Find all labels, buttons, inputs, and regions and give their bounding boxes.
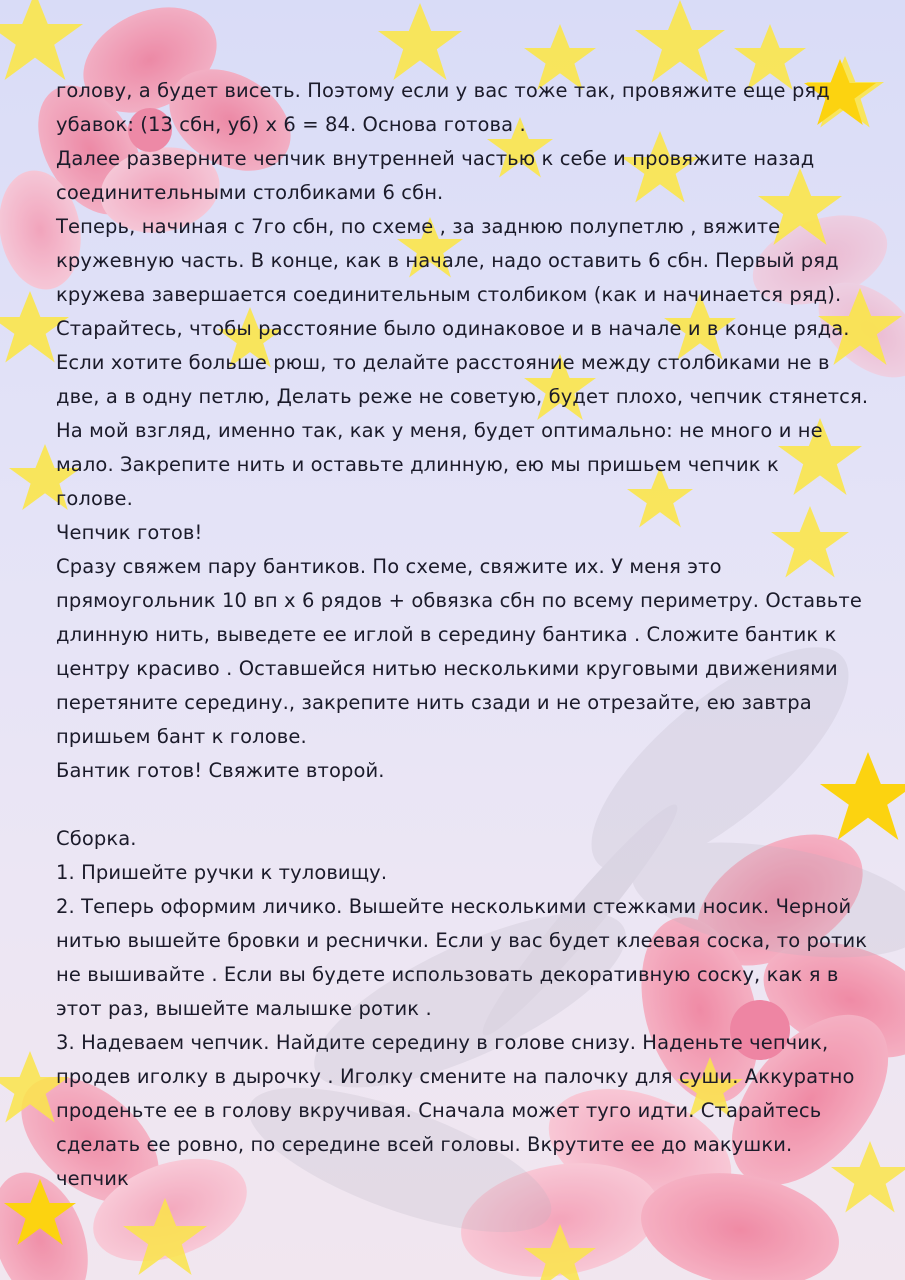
step-item: 3. Надеваем чепчик. Найдите середину в голове снизу. Наденьте чепчик, — [56, 1031, 829, 1054]
text-line: нитью вышейте бровки и реснички. Если у вас будет клеевая соска, то ротик — [56, 929, 868, 952]
section-heading: Сборка. — [56, 827, 137, 850]
text-line: кружева завершается соединительным столбиком (как и начинается ряд). — [56, 283, 842, 306]
text-line: продев иголку в дырочку . Иголку смените на палочку для суши. Аккуратно — [56, 1065, 855, 1088]
text-line: этот раз, вышейте малышке ротик . — [56, 997, 432, 1020]
text-line: Если хотите больше рюш, то делайте расстояние между столбиками не в — [56, 351, 830, 374]
text-line: сделать ее ровно, по середине всей головы. Вкрутите ее до макушки. — [56, 1133, 793, 1156]
text-line: голове. — [56, 487, 133, 510]
text-line: чепчик — [56, 1167, 129, 1190]
step-item: 2. Теперь оформим личико. Вышейте несколькими стежками носик. Черной — [56, 895, 852, 918]
text-line: не вышивайте . Если вы будете использовать декоративную соску, как я в — [56, 963, 839, 986]
text-line: проденьте ее в голову вкручивая. Сначала может туго идти. Старайтесь — [56, 1099, 822, 1122]
text-line: Бантик готов! Свяжите второй. — [56, 759, 385, 782]
text-line: Далее разверните чепчик внутренней частью к себе и провяжите назад — [56, 147, 815, 170]
star-icon — [378, 3, 462, 80]
text-line: соединительными столбиками 6 сбн. — [56, 181, 444, 204]
text-line: центру красиво . Оставшейся нитью несколькими круговыми движениями — [56, 657, 838, 680]
step-item: 1. Пришейте ручки к туловищу. — [56, 861, 388, 884]
section-heading: Чепчик готов! — [56, 521, 203, 544]
text-line: Сразу свяжем пару бантиков. По схеме, свяжите их. У меня это — [56, 555, 722, 578]
star-icon — [0, 0, 83, 80]
document-body — [56, 74, 869, 1196]
text-line: Старайтесь, чтобы расстояние было одинаковое и в начале и в конце ряда. — [56, 317, 850, 340]
text-line: две, а в одну петлю, Делать реже не советую, будет плохо, чепчик стянется. — [56, 385, 869, 408]
blank-line — [56, 788, 866, 822]
text-line: На мой взгляд, именно так, как у меня, будет оптимально: не много и не — [56, 419, 823, 442]
text-line: убавок: (13 сбн, уб) х 6 = 84. Основа готова . — [56, 113, 526, 136]
text-line: мало. Закрепите нить и оставьте длинную, ею мы пришьем чепчик к — [56, 453, 779, 476]
text-line: пришьем бант к голове. — [56, 725, 307, 748]
star-icon — [635, 0, 725, 83]
text-line: голову, а будет висеть. Поэтому если у вас тоже так, провяжите еще ряд — [56, 79, 830, 102]
text-line: Теперь, начиная с 7го сбн, по схеме , за заднюю полупетлю , вяжите — [56, 215, 781, 238]
text-line: кружевную часть. В конце, как в начале, надо оставить 6 сбн. Первый ряд — [56, 249, 839, 272]
text-line: прямоугольник 10 вп х 6 рядов + обвязка сбн по всему периметру. Оставьте — [56, 589, 862, 612]
text-line: перетяните середину., закрепите нить сзади и не отрезайте, ею завтра — [56, 691, 812, 714]
text-line: длинную нить, выведете ее иглой в середину бантика . Сложите бантик к — [56, 623, 837, 646]
